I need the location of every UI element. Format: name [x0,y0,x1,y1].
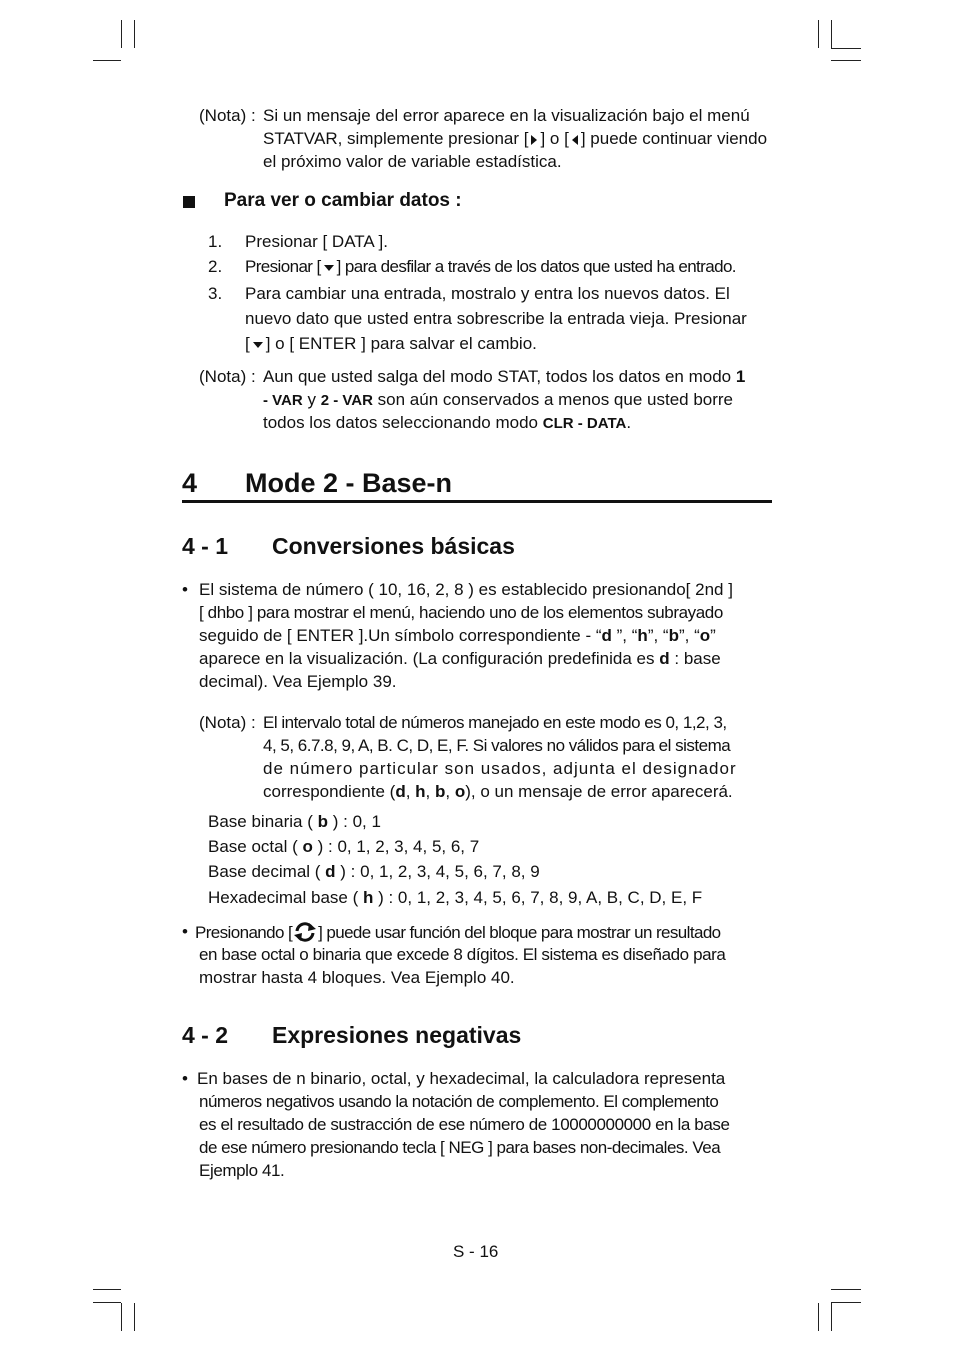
chapter-title: Mode 2 - Base-n [245,468,453,498]
square-bullet-icon [183,196,195,208]
bullet-icon: • [182,580,188,599]
nota-text-line: Aun que usted salga del modo STAT, todos los datos en modo 1 [263,367,746,386]
block-cycle-icon [293,920,317,944]
nota-text-line: todos los datos seleccionando modo CLR - DATA. [263,413,632,432]
down-arrow-icon [324,265,334,271]
paragraph-line: números negativos usando la notación de complemento. El complemento [199,1092,719,1111]
paragraph-line: decimal). Vea Ejemplo 39. [199,672,397,691]
nota-text-line: el próximo valor de variable estadística. [263,152,562,171]
step-number: 2. [208,257,223,276]
section-heading: Para ver o cambiar datos : [224,190,462,211]
step-text: Presionar [ DATA ]. [245,232,388,251]
section-title: Expresiones negativas [272,1022,522,1048]
step-text: nuevo dato que usted entra sobrescribe la entrada vieja. Presionar [245,309,747,328]
paragraph-line: de ese número presionando tecla [ NEG ] para bases non-decimales. Vea [199,1138,721,1157]
paragraph-line: aparece en la visualización. (La configuración predefinida es d : base [199,649,721,668]
step-text: [ ] o [ ENTER ] para salvar el cambio. [245,334,537,353]
section-number: 4 - 2 [182,1022,229,1048]
nota-text-line: Si un mensaje del error aparece en la visualización bajo el menú [263,106,750,125]
chapter-rule [182,500,772,503]
bullet-icon: • [182,1069,188,1088]
paragraph-line: mostrar hasta 4 bloques. Vea Ejemplo 40. [199,968,515,987]
paragraph-line: seguido de [ ENTER ].Un símbolo correspondiente - “d ”, “h”, “b”, “o” [199,626,716,645]
paragraph-line: es el resultado de sustracción de ese número de 10000000000 en la base [199,1115,730,1134]
base-list-item: Base decimal ( d ) : 0, 1, 2, 3, 4, 5, 6, 7, 8, 9 [208,862,540,881]
nota-label: (Nota) : [199,713,256,732]
nota-text-line: de número particular son usados, adjunta el designador [263,759,737,778]
left-arrow-icon [572,135,578,145]
step-text: Presionar [ ] para desfilar a través de los datos que usted ha entrado. [245,257,736,276]
nota-text-line: - VAR y 2 - VAR son aún conservados a menos que usted borre [263,390,734,409]
nota-text-line: STATVAR, simplemente presionar [ ] o [ ] puede continuar viendo [263,129,768,148]
step-number: 1. [208,232,223,251]
nota-text-line: 4, 5, 6.7.8, 9, A, B. C, D, E, F. Si valores no válidos para el sistema [263,736,731,755]
paragraph-line: En bases de n binario, octal, y hexadecimal, la calculadora representa [197,1069,726,1088]
paragraph-line: [ dhbo ] para mostrar el menú, haciendo uno de los elementos subrayado [199,603,723,622]
nota-text-line: El intervalo total de números manejado en este modo es 0, 1,2, 3, [263,713,727,732]
bullet-icon: • [182,922,188,941]
base-list-item: Base octal ( o ) : 0, 1, 2, 3, 4, 5, 6, 7 [208,837,480,856]
paragraph-line: en base octal o binaria que excede 8 dígitos. El sistema es diseñado para [199,945,726,964]
nota-text-line: correspondiente (d, h, b, o), o un mensaje de error aparecerá. [263,782,733,801]
base-list-item: Base binaria ( b ) : 0, 1 [208,812,381,831]
chapter-number: 4 [182,468,198,498]
paragraph-line: El sistema de número ( 10, 16, 2, 8 ) es establecido presionando[ 2nd ] [199,580,733,599]
section-number: 4 - 1 [182,533,229,559]
nota-label: (Nota) : [199,106,256,125]
section-title: Conversiones básicas [272,533,515,559]
right-arrow-icon [531,135,537,145]
paragraph-line: Ejemplo 41. [199,1161,285,1180]
step-text: Para cambiar una entrada, mostralo y entra los nuevos datos. El [245,284,730,303]
paragraph-line: Presionando [ ] puede usar función del bloque para mostrar un resultado [195,920,721,944]
base-list-item: Hexadecimal base ( h ) : 0, 1, 2, 3, 4, 5, 6, 7, 8, 9, A, B, C, D, E, F [208,888,703,907]
page-number: S - 16 [453,1242,499,1261]
step-number: 3. [208,284,223,303]
down-arrow-icon [253,342,263,348]
nota-label: (Nota) : [199,367,256,386]
